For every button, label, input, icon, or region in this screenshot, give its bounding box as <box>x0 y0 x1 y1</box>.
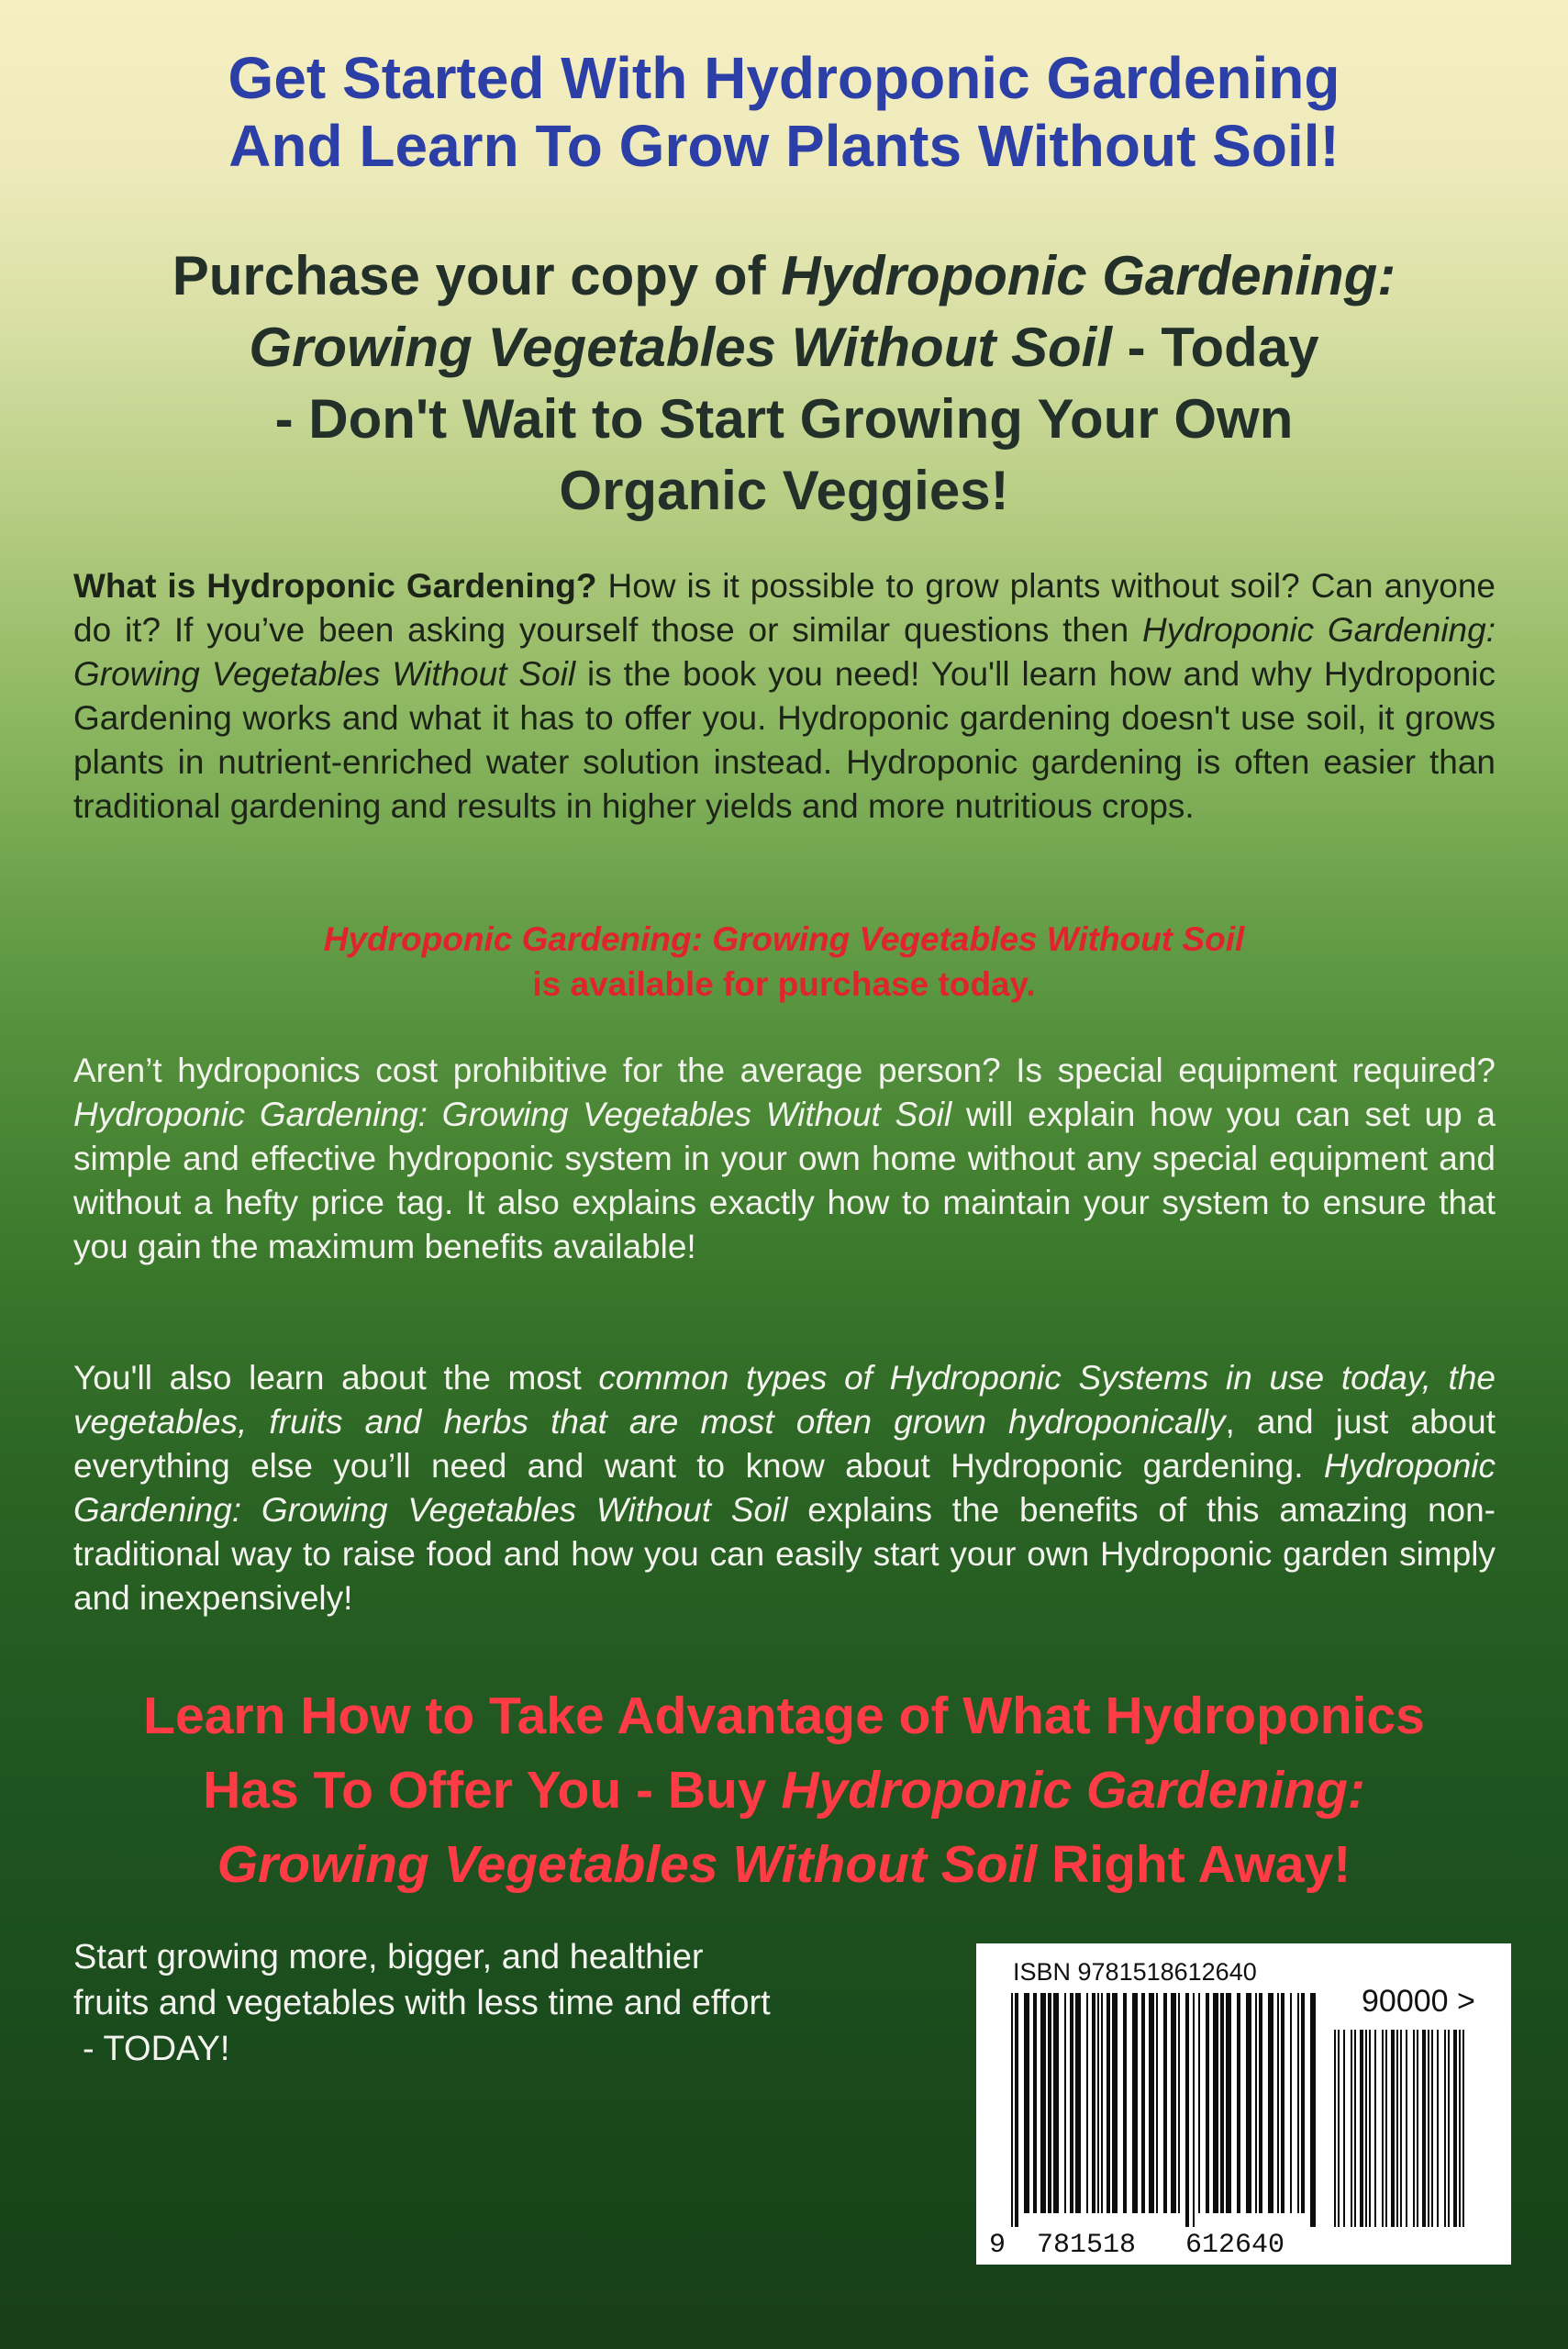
barcode-bar <box>1444 2030 1446 2227</box>
barcode-bar <box>1462 2030 1464 2227</box>
intro-lead: What is Hydroponic Gardening? <box>73 567 597 605</box>
systems-text-c: explains the benefits of this amazing non-traditional way to raise food and how you can easily start your own Hydroponic garden simply and inexpensively! <box>73 1491 1496 1618</box>
barcode-bar <box>1459 2030 1461 2227</box>
barcode-bar <box>1198 1993 1200 2213</box>
barcode-bar <box>1374 2030 1376 2227</box>
barcode-bar <box>1213 1993 1218 2213</box>
barcode-bar <box>1101 1993 1103 2213</box>
barcode-bar <box>1338 2030 1340 2227</box>
barcode-bar <box>1277 1993 1279 2213</box>
barcode-bar <box>1149 1993 1154 2213</box>
headline-blue-line1: Get Started With Hydroponic Gardening <box>228 45 1340 111</box>
headline-purchase-line3: - Don't Wait to Start Growing Your Own <box>274 388 1294 450</box>
book-title-part1: Hydroponic Gardening: <box>781 245 1396 306</box>
barcode-bar <box>1106 1993 1110 2213</box>
barcode-bar <box>1112 1993 1118 2213</box>
systems-text-a: You'll also learn about the most <box>73 1359 599 1397</box>
barcode-bar <box>1024 1993 1029 2213</box>
barcode-bar <box>1237 1993 1240 2213</box>
headline-purchase-line4: Organic Veggies! <box>559 460 1009 521</box>
barcode-bar <box>1268 1993 1273 2213</box>
barcode-bar <box>1156 1993 1158 2213</box>
availability-note <box>0 918 1568 1008</box>
barcode-bar <box>1163 1993 1167 2213</box>
isbn-label: ISBN 9781518612640 <box>1013 1958 1257 1986</box>
headline-red-line3 <box>0 1828 1568 1902</box>
intro-text-b: is the book you need! You'll learn how and why Hydroponic Gardening works and what it has to offer you. Hydroponic gardening doesn't use soil, it grows plants in nutrient-enriched water solution instead. Hydroponic gardening is often easier than traditional gardening and results in higher yields and more nutritious crops. <box>73 655 1496 826</box>
barcode-bar <box>1453 2030 1457 2227</box>
barcode-bar <box>1141 1993 1145 2213</box>
cta-line2: fruits and vegetables with less time and effort <box>73 1984 771 2023</box>
barcode-bar <box>1428 2030 1429 2227</box>
purchase-prefix: Purchase your copy of <box>172 245 782 306</box>
barcode-bar <box>1351 2030 1352 2227</box>
systems-italic-a: common types of Hydroponic Systems in use today, the vegetables, fruits and herbs that are most often grown hydroponically <box>73 1359 1496 1442</box>
availability-title <box>0 918 1568 963</box>
intro-paragraph <box>73 564 1496 829</box>
barcode-bar <box>1178 1993 1180 2213</box>
call-to-action <box>73 1934 899 2072</box>
barcode-bar <box>1437 2030 1439 2227</box>
availability-book-title: Hydroponic Gardening: Growing Vegetables Without Soil <box>323 920 1245 958</box>
barcode-digit-group2: 612640 <box>1185 2230 1285 2261</box>
cost-text-b: will explain how you can set up a simple and effective hydroponic system in your own home without any special equipment and without a hefty price tag. It also explains exactly how to maintain your system to ensure that you gain the maximum benefits available! <box>73 1096 1496 1266</box>
cta-line3: - TODAY! <box>83 2030 230 2069</box>
addon-barcode-bars <box>1334 2030 1472 2227</box>
headline-purchase-line2 <box>0 312 1568 384</box>
availability-line2: is available for purchase today. <box>532 964 1036 1003</box>
barcode-bar <box>1301 1993 1305 2213</box>
systems-book-title: Hydroponic Gardening: Growing Vegetables Without Soil <box>73 1447 1496 1530</box>
barcode-bar <box>1385 2030 1387 2227</box>
headline-blue <box>0 44 1568 180</box>
barcode-bar <box>1310 1993 1316 2227</box>
barcode-bar <box>1448 2030 1450 2227</box>
barcode-bar <box>1391 2030 1395 2227</box>
barcode-bar <box>1086 1993 1088 2213</box>
intro-text-a: How is it possible to grow plants without soil? Can anyone do it? If you’ve been asking yourself those or similar questions then <box>73 567 1496 650</box>
headline-red-line2 <box>0 1753 1568 1828</box>
barcode-bar <box>1220 1993 1224 2213</box>
barcode-bar <box>1040 1993 1046 2213</box>
barcode-bar <box>1400 2030 1402 2227</box>
book-title-part2: Growing Vegetables Without Soil <box>249 317 1113 378</box>
cost-book-title: Hydroponic Gardening: Growing Vegetables Without Soil <box>73 1096 952 1134</box>
headline-blue-line2: And Learn To Grow Plants Without Soil! <box>228 113 1340 180</box>
barcode-bar <box>1334 2030 1336 2227</box>
barcode-bar <box>1171 1993 1176 2213</box>
barcode-bar <box>1369 2030 1371 2227</box>
intro-book-title: Hydroponic Gardening: Growing Vegetables Without Soil <box>73 611 1496 694</box>
headline-purchase-line1 <box>0 240 1568 312</box>
barcode-bar <box>1053 1993 1059 2213</box>
barcode-bar <box>1075 1993 1081 2213</box>
barcode-bar <box>1281 1993 1284 2213</box>
barcode-digit-first: 9 <box>989 2230 1006 2261</box>
barcode-bar <box>1123 1993 1127 2213</box>
barcode-bar <box>1092 1993 1095 2213</box>
barcode-bar <box>1354 2030 1356 2227</box>
barcode-bar <box>1246 1993 1251 2213</box>
systems-text-b: , and just about everything else you’ll need and want to know about Hydroponic gardening. <box>73 1403 1496 1486</box>
headline-red-line1: Learn How to Take Advantage of What Hydroponics <box>143 1687 1425 1745</box>
isbn-barcode <box>976 1943 1511 2265</box>
barcode-bar <box>1185 1993 1189 2227</box>
barcode-bar <box>1193 1993 1195 2227</box>
barcode-bar <box>1011 1993 1013 2227</box>
barcode-bar <box>1396 2030 1398 2227</box>
headline-red-suffix: Right Away! <box>1037 1834 1351 1894</box>
price-code: 90000 > <box>1362 1984 1475 2019</box>
barcode-bar <box>1417 2030 1418 2227</box>
barcode-bar <box>1431 2030 1433 2227</box>
headline-red-title-part1: Hydroponic Gardening: <box>781 1760 1365 1820</box>
barcode-bar <box>1206 1993 1209 2213</box>
cost-paragraph <box>73 1049 1496 1269</box>
barcode-bar <box>1226 1993 1231 2213</box>
barcode-bar <box>1343 2030 1345 2227</box>
barcode-bar <box>1382 2030 1384 2227</box>
barcode-bar <box>1297 1993 1299 2213</box>
barcode-bar <box>1132 1993 1138 2213</box>
headline-red-prefix: Has To Offer You - Buy <box>203 1760 782 1820</box>
barcode-bar <box>1259 1993 1262 2213</box>
systems-paragraph <box>73 1356 1496 1621</box>
headline-red <box>0 1679 1568 1902</box>
barcode-bar <box>1290 1993 1292 2213</box>
barcode-digit-group1: 781518 <box>1037 2230 1137 2261</box>
barcode-bar <box>1070 1993 1073 2213</box>
barcode-bar <box>1048 1993 1051 2213</box>
main-barcode-bars <box>1011 1993 1323 2227</box>
barcode-bar <box>1406 2030 1407 2227</box>
cta-line1: Start growing more, bigger, and healthier <box>73 1938 704 1976</box>
headline-purchase <box>0 240 1568 527</box>
barcode-bar <box>1015 1993 1018 2227</box>
barcode-bar <box>1064 1993 1066 2213</box>
barcode-bar <box>1033 1993 1037 2213</box>
barcode-bar <box>1422 2030 1426 2227</box>
barcode-bar <box>1360 2030 1363 2227</box>
barcode-bar <box>1413 2030 1415 2227</box>
barcode-bar <box>1255 1993 1257 2213</box>
cost-text-a: Aren’t hydroponics cost prohibitive for the average person? Is special equipment required? <box>73 1052 1496 1089</box>
barcode-bar <box>1365 2030 1367 2227</box>
headline-red-title-part2: Growing Vegetables Without Soil <box>217 1834 1038 1894</box>
purchase-after-title: - Today <box>1112 317 1319 378</box>
barcode-bar <box>1097 1993 1099 2213</box>
